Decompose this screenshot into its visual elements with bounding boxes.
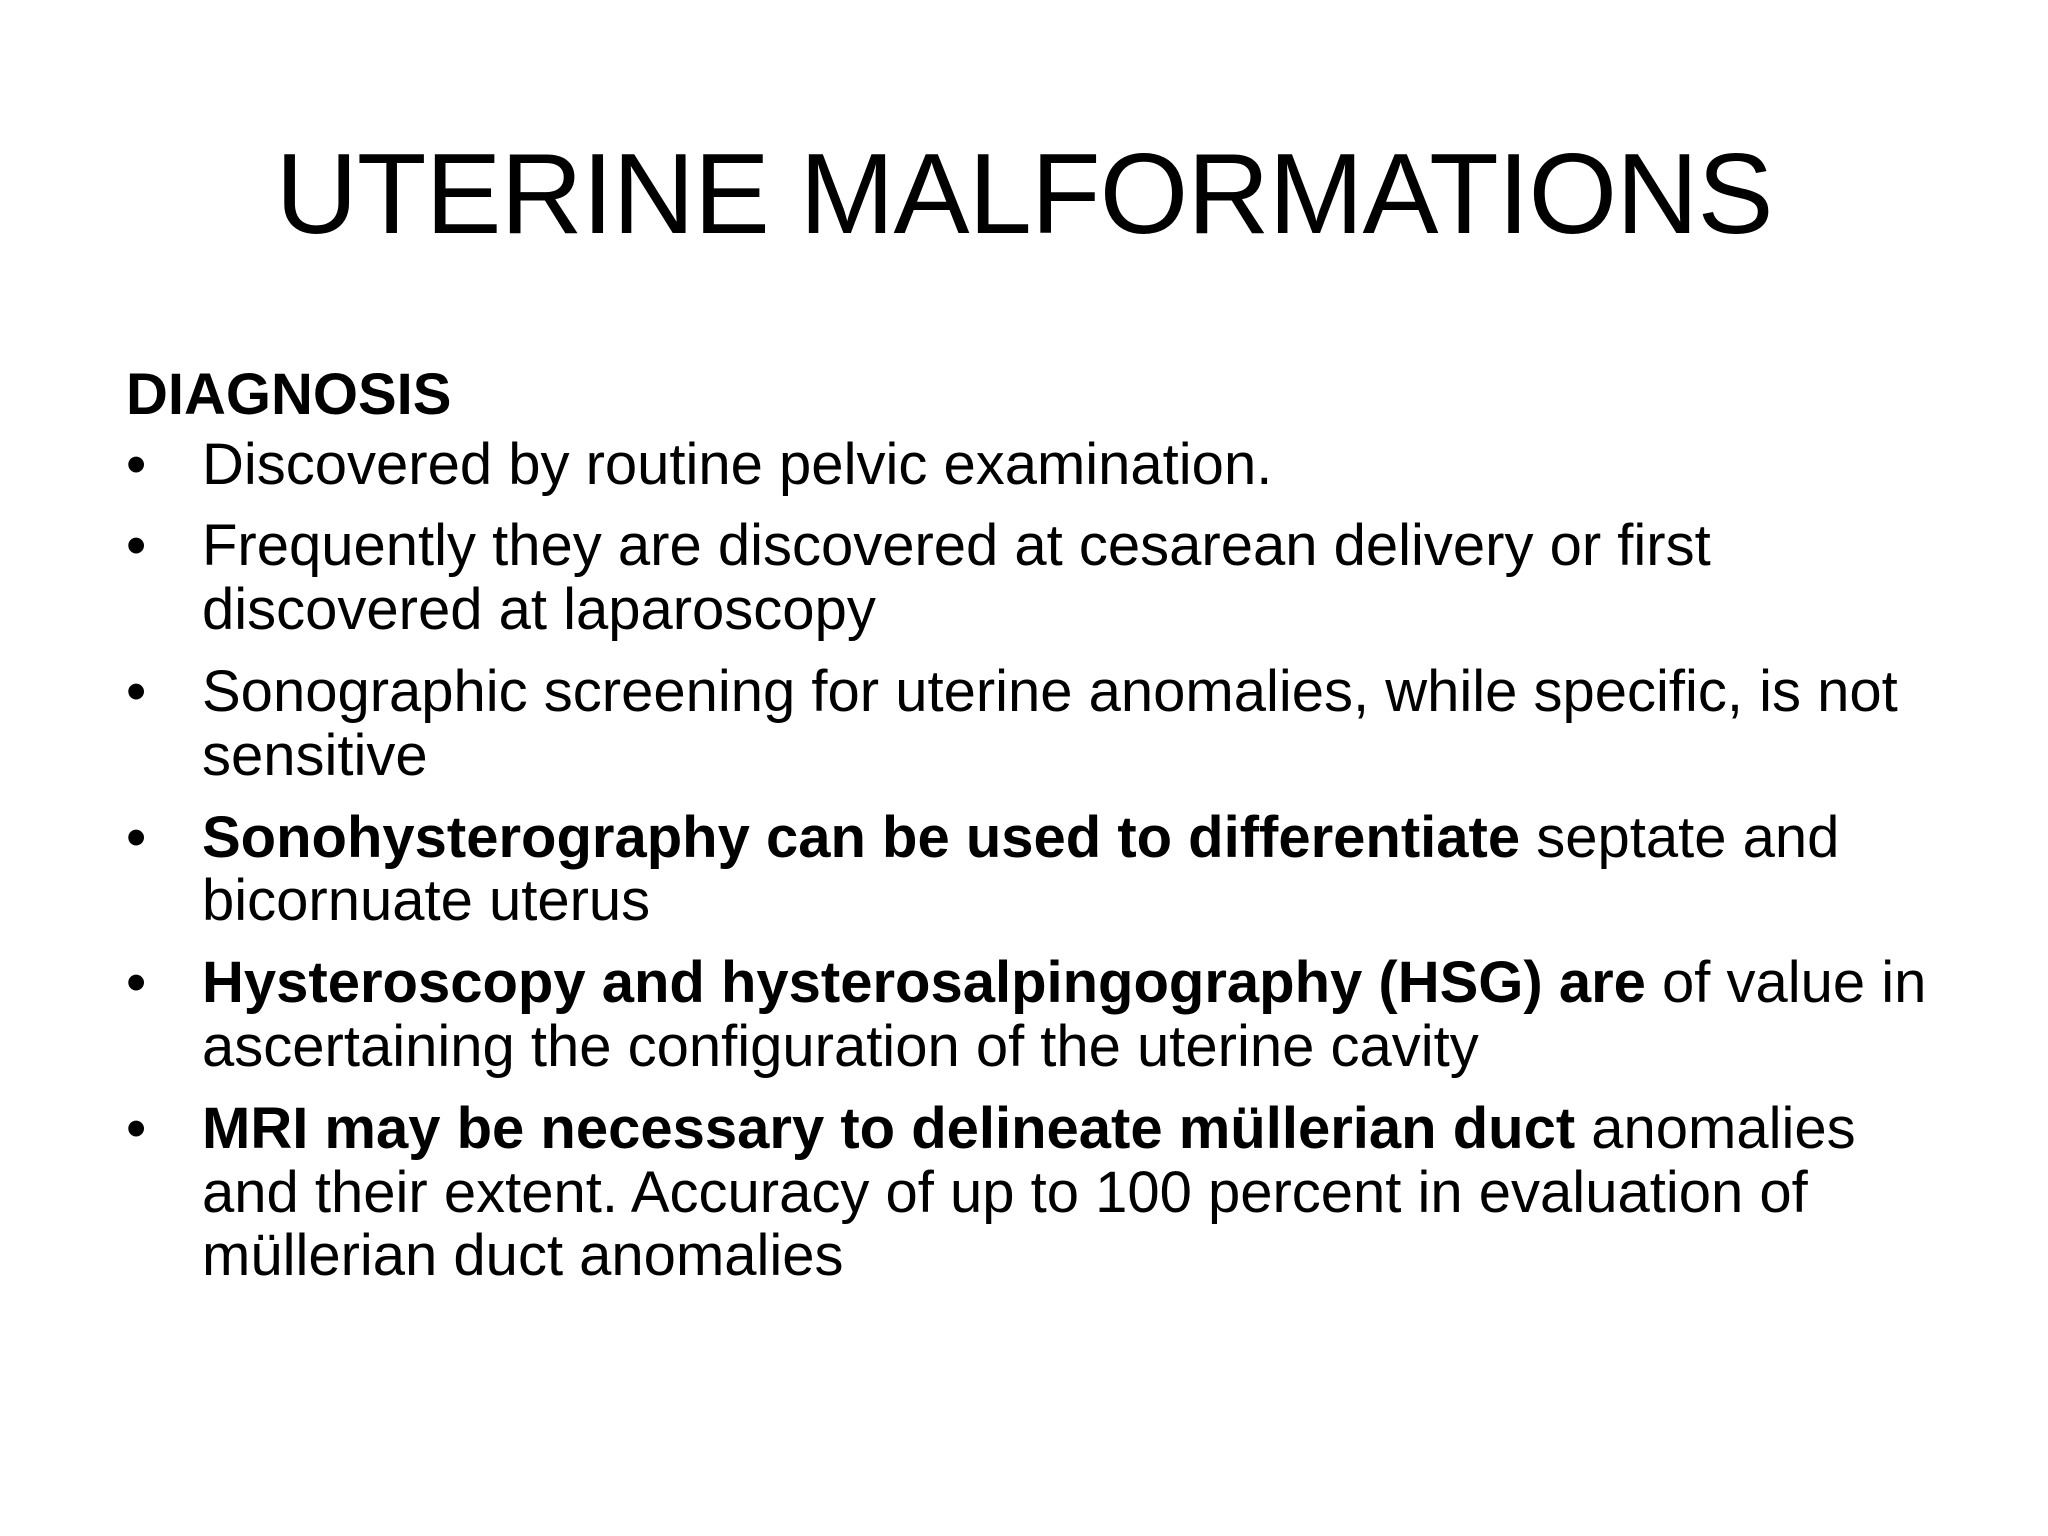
bullet-icon: •: [126, 804, 147, 870]
bullet-text: septate and bicornuate uterus: [202, 804, 1840, 934]
section-heading: DIAGNOSIS: [126, 362, 452, 427]
slide-body: [126, 362, 1956, 1306]
bullet-item: [126, 433, 1956, 497]
bullet-icon: •: [126, 950, 147, 1016]
bullet-item: [126, 1097, 1956, 1288]
bullet-item: [126, 806, 1956, 934]
bullet-item: [126, 660, 1956, 788]
bullet-icon: •: [126, 659, 147, 725]
bullet-bold-text: Sonohysterography can be used to differentiate: [202, 804, 1521, 870]
bullet-icon: •: [126, 1095, 147, 1161]
slide-title: UTERINE MALFORMATIONS: [275, 131, 1773, 258]
bullet-list: [126, 433, 1956, 1289]
bullet-text: anomalies and their extent. Accuracy of up to 100 percent in evaluation of müllerian duct anomalies: [202, 1095, 1856, 1289]
bullet-icon: •: [126, 513, 147, 579]
bullet-bold-text: Hysteroscopy and hysterosalpingography (HSG) are: [202, 950, 1646, 1016]
bullet-icon: •: [126, 431, 147, 497]
bullet-item: [126, 951, 1956, 1079]
bullet-text: Frequently they are discovered at cesarean delivery or first discovered at laparoscopy: [202, 513, 1711, 643]
bullet-bold-text: MRI may be necessary to delineate müllerian duct: [202, 1095, 1576, 1161]
bullet-text: of value in ascertaining the configuration of the uterine cavity: [202, 950, 1927, 1080]
bullet-item: [126, 514, 1956, 642]
bullet-text: Sonographic screening for uterine anomalies, while specific, is not sensitive: [202, 659, 1898, 788]
bullet-text: Discovered by routine pelvic examination.: [202, 431, 1273, 497]
